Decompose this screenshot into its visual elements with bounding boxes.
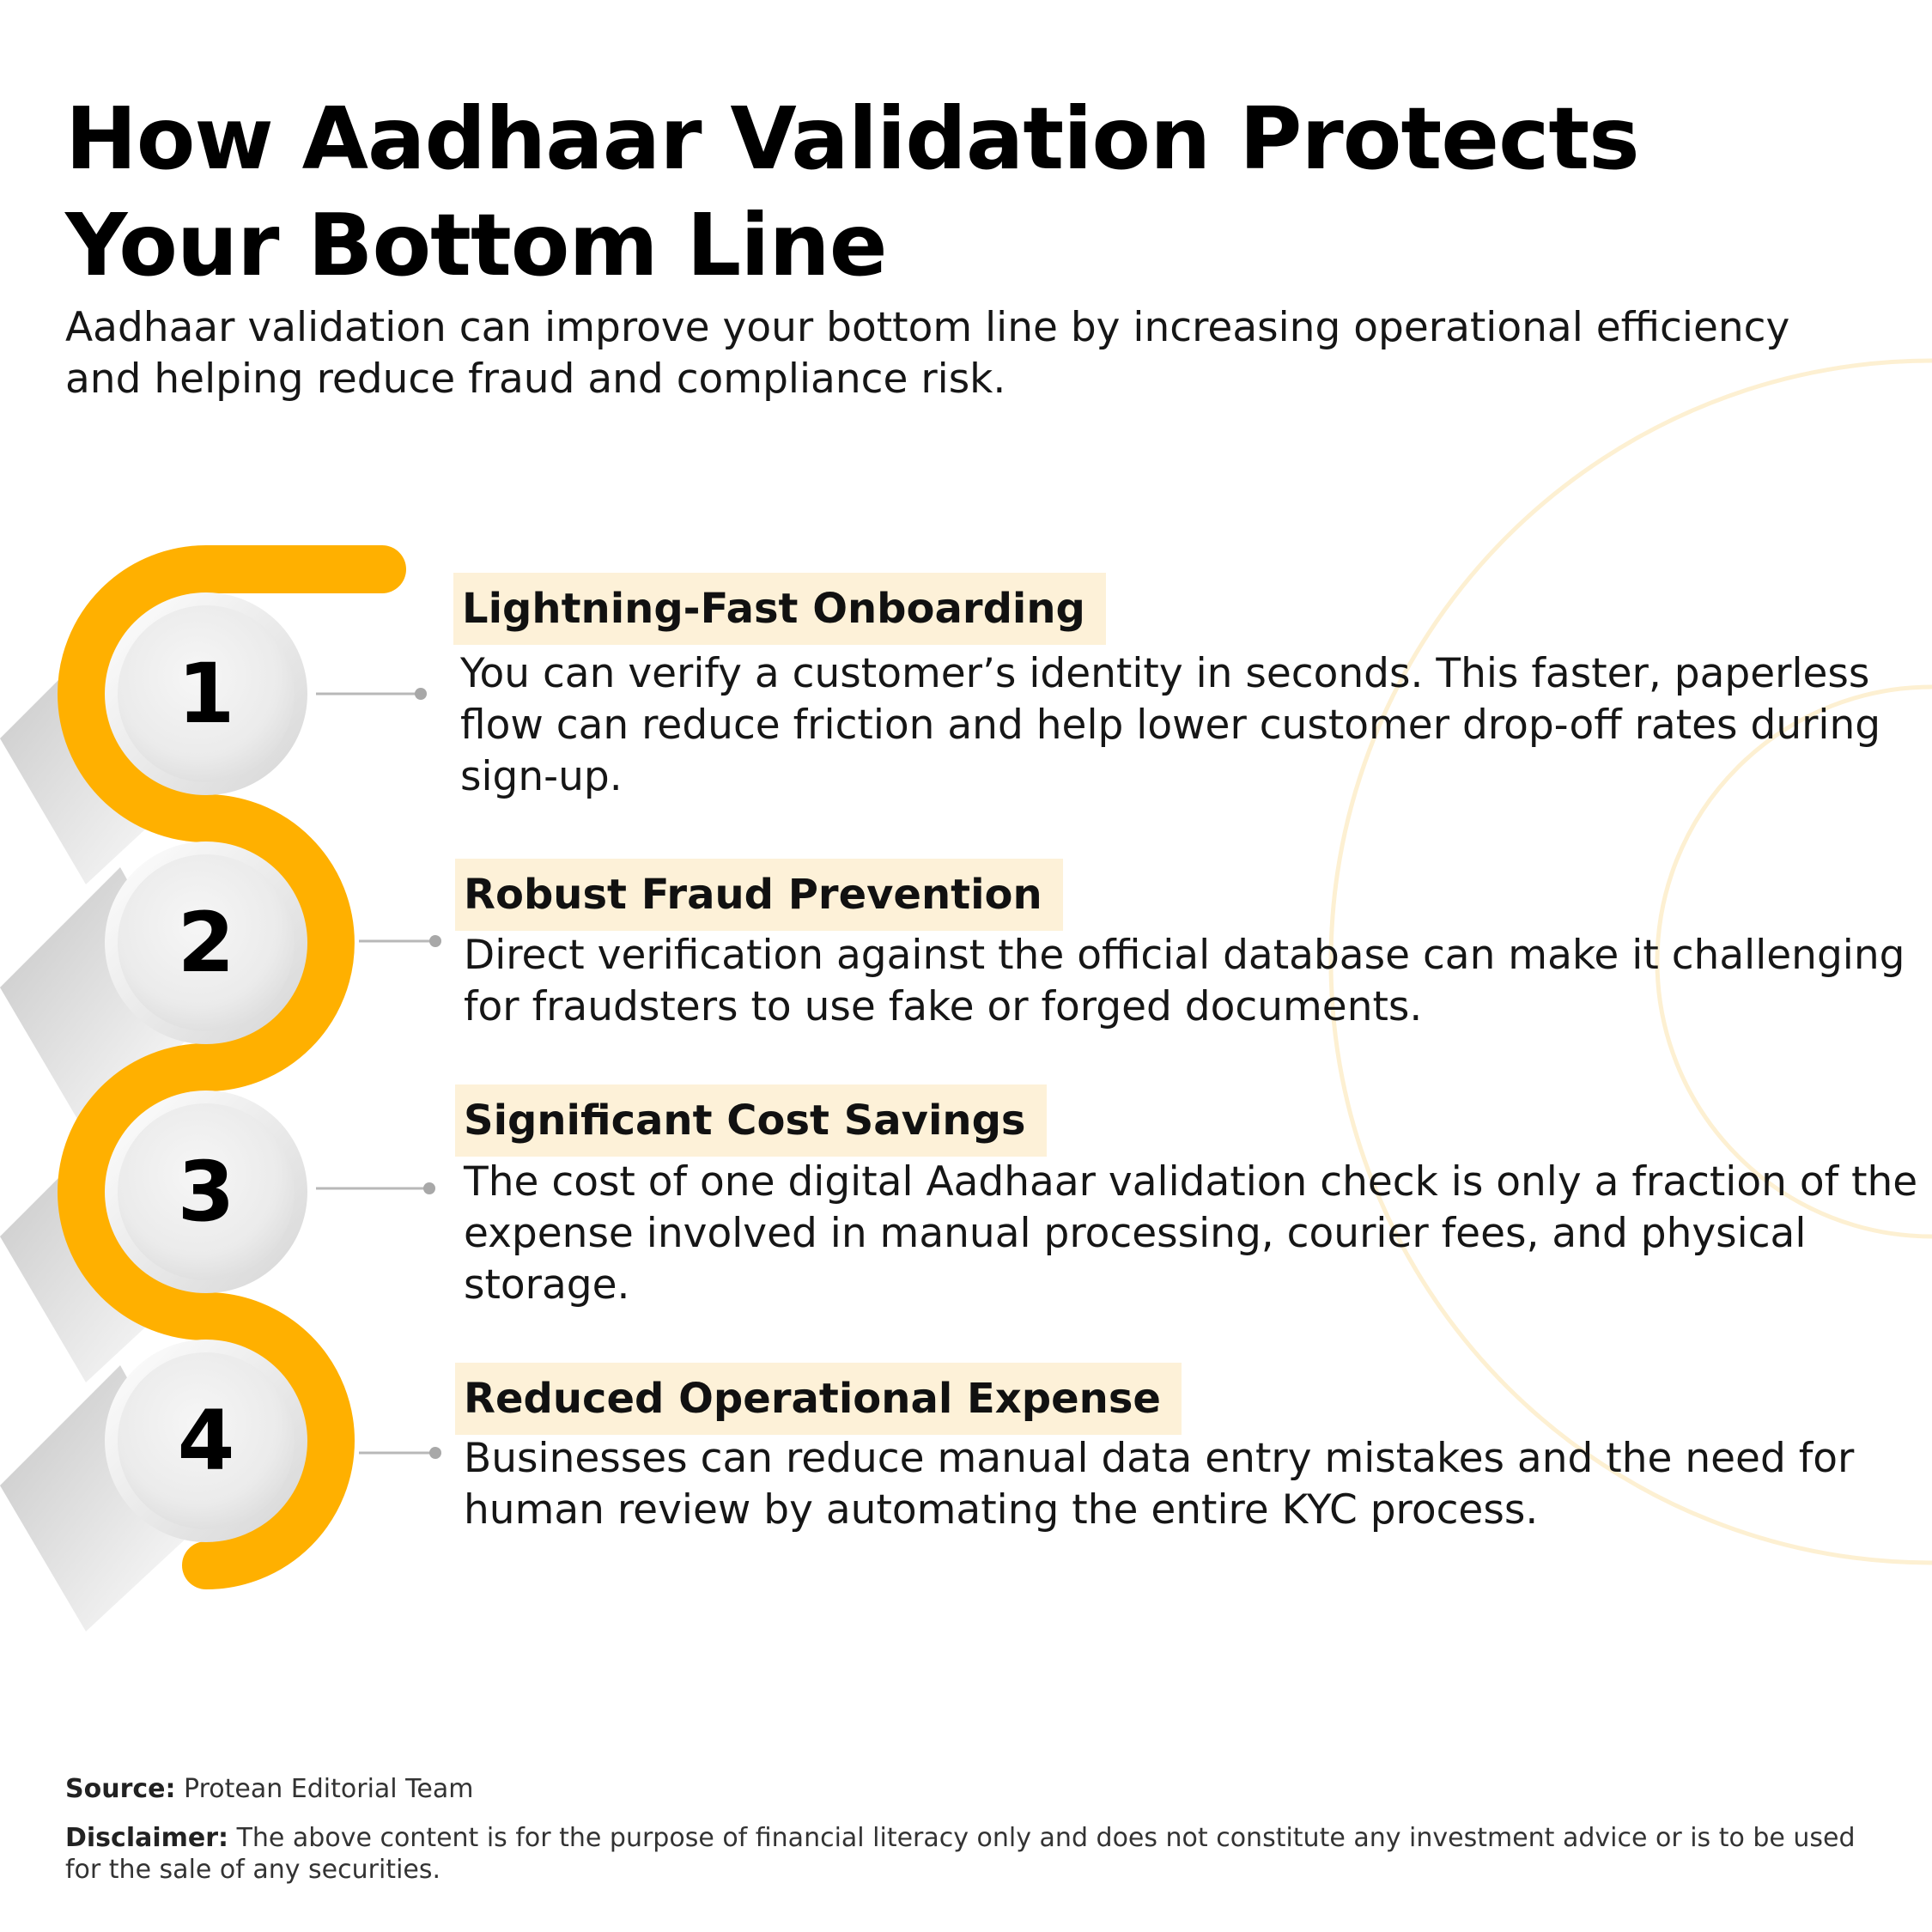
- source-note: [65, 1773, 1877, 1805]
- source-text: Protean Editorial Team: [184, 1774, 474, 1804]
- step-number-4: 4: [177, 1393, 235, 1489]
- page-subtitle: Aadhaar validation can improve your bottom line by increasing operational efficiency and helping reduce fraud and compliance risk.: [65, 304, 1790, 403]
- step-title-2: Robust Fraud Prevention: [455, 859, 1063, 931]
- connector-dot-4: [429, 1447, 441, 1459]
- step-title-4: Reduced Operational Expense: [455, 1363, 1182, 1435]
- page-title: How Aadhaar Validation Protects Your Bottom Line: [65, 88, 1639, 295]
- step-number-1: 1: [177, 646, 235, 742]
- step-title-3: Significant Cost Savings: [455, 1084, 1047, 1157]
- connector-dot-3: [423, 1182, 435, 1194]
- step-title-1: Lightning-Fast Onboarding: [453, 573, 1106, 645]
- disclaimer-note: [65, 1822, 1877, 1886]
- disclaimer-label: Disclaimer:: [65, 1823, 229, 1853]
- disclaimer-text: The above content is for the purpose of financial literacy only and does not constitute any investment advice or is to be used for the sale of any securities.: [65, 1823, 1856, 1885]
- connectors: [316, 688, 441, 1459]
- step-description-2: Direct verification against the official database can make it challenging for fraudsters to use fake or forged documents.: [464, 932, 1905, 1030]
- step-description-3: The cost of one digital Aadhaar validation check is only a fraction of the expense involved in manual processing, courier fees, and physical storage.: [464, 1158, 1918, 1309]
- connector-dot-2: [429, 935, 441, 947]
- step-description-4: Businesses can reduce manual data entry mistakes and the need for human review by automating the entire KYC process.: [464, 1435, 1855, 1534]
- step-number-2: 2: [177, 895, 235, 991]
- connector-dot-1: [415, 688, 427, 700]
- step-number-3: 3: [177, 1144, 235, 1240]
- source-label: Source:: [65, 1774, 176, 1804]
- step-description-1: You can verify a customer’s identity in seconds. This faster, paperless flow can reduce friction and help lower customer drop-off rates during sign-up.: [460, 650, 1881, 800]
